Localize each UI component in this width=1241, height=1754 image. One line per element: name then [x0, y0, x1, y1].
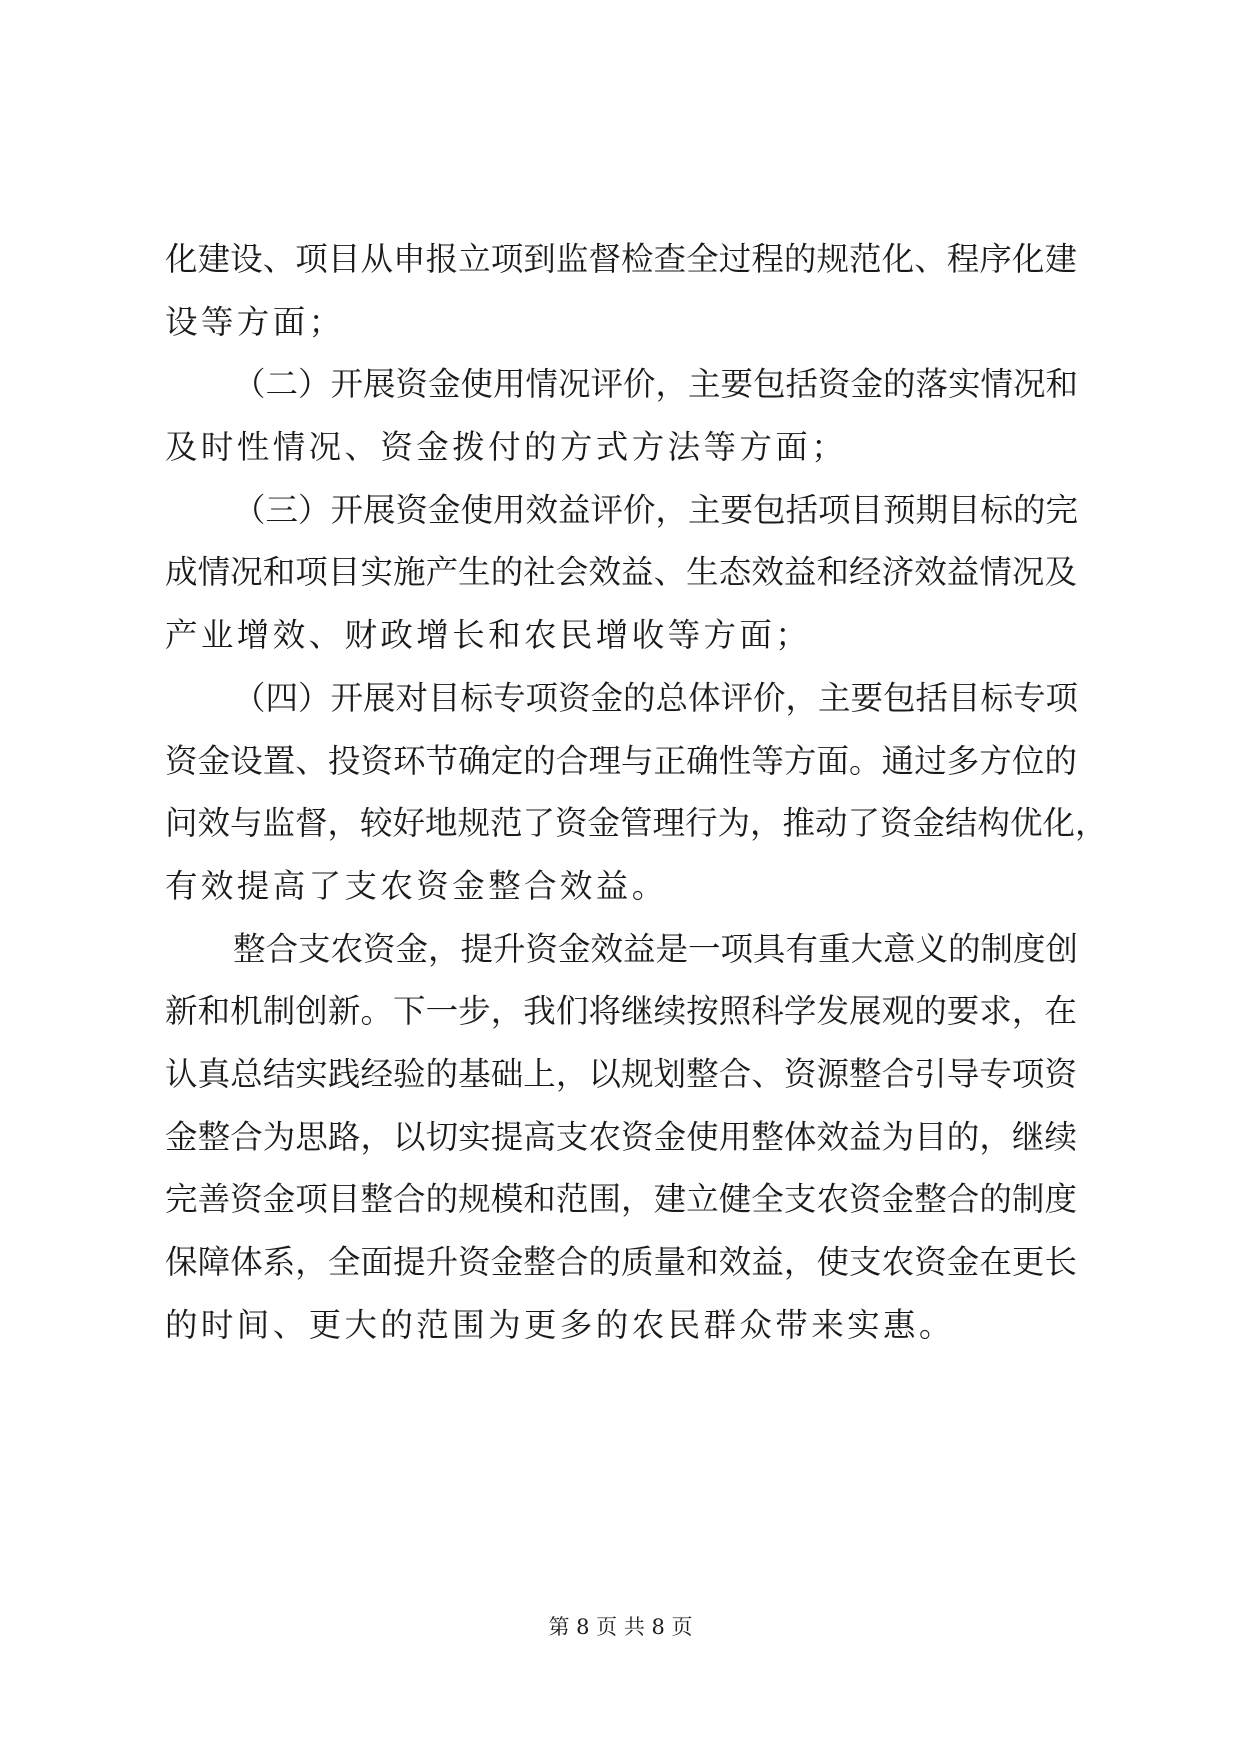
- text-line: 认真总结实践经验的基础上，以规划整合、资源整合引导专项资: [165, 1054, 1077, 1093]
- text-line-paragraph-2-start: （二）开展资金使用情况评价，主要包括资金的落实情况和: [233, 365, 1079, 404]
- text-line: 资金设置、投资环节确定的合理与正确性等方面。通过多方位的: [165, 741, 1077, 780]
- text-line: 成情况和项目实施产生的社会效益、生态效益和经济效益情况及: [165, 553, 1077, 592]
- text-line: 问效与监督，较好地规范了资金管理行为，推动了资金结构优化，: [165, 804, 1108, 843]
- document-body: [165, 228, 1108, 1356]
- text-line: 及时性情况、资金拨付的方式方法等方面；: [165, 428, 848, 467]
- text-line-paragraph-3-start: （三）开展资金使用效益评价，主要包括项目预期目标的完: [233, 490, 1079, 529]
- text-line: 完善资金项目整合的规模和范围，建立健全支农资金整合的制度: [165, 1180, 1077, 1219]
- page-number-footer: 第 8 页 共 8 页: [548, 1615, 693, 1639]
- text-line: 设等方面；: [165, 302, 345, 341]
- text-line: 金整合为思路，以切实提高支农资金使用整体效益为目的，继续: [165, 1117, 1077, 1156]
- text-line-paragraph-5-start: 整合支农资金，提升资金效益是一项具有重大意义的制度创: [233, 929, 1079, 968]
- text-line: 的时间、更大的范围为更多的农民群众带来实惠。: [165, 1305, 955, 1344]
- text-line: 新和机制创新。下一步，我们将继续按照科学发展观的要求，在: [165, 992, 1077, 1031]
- text-line-paragraph-4-start: （四）开展对目标专项资金的总体评价，主要包括目标专项: [233, 678, 1079, 717]
- text-line: 化建设、项目从申报立项到监督检查全过程的规范化、程序化建: [165, 240, 1077, 278]
- text-line: 产业增效、财政增长和农民增收等方面；: [165, 616, 812, 655]
- text-line: 有效提高了支农资金整合效益。: [165, 866, 668, 905]
- text-line: 保障体系，全面提升资金整合的质量和效益，使支农资金在更长: [165, 1243, 1077, 1281]
